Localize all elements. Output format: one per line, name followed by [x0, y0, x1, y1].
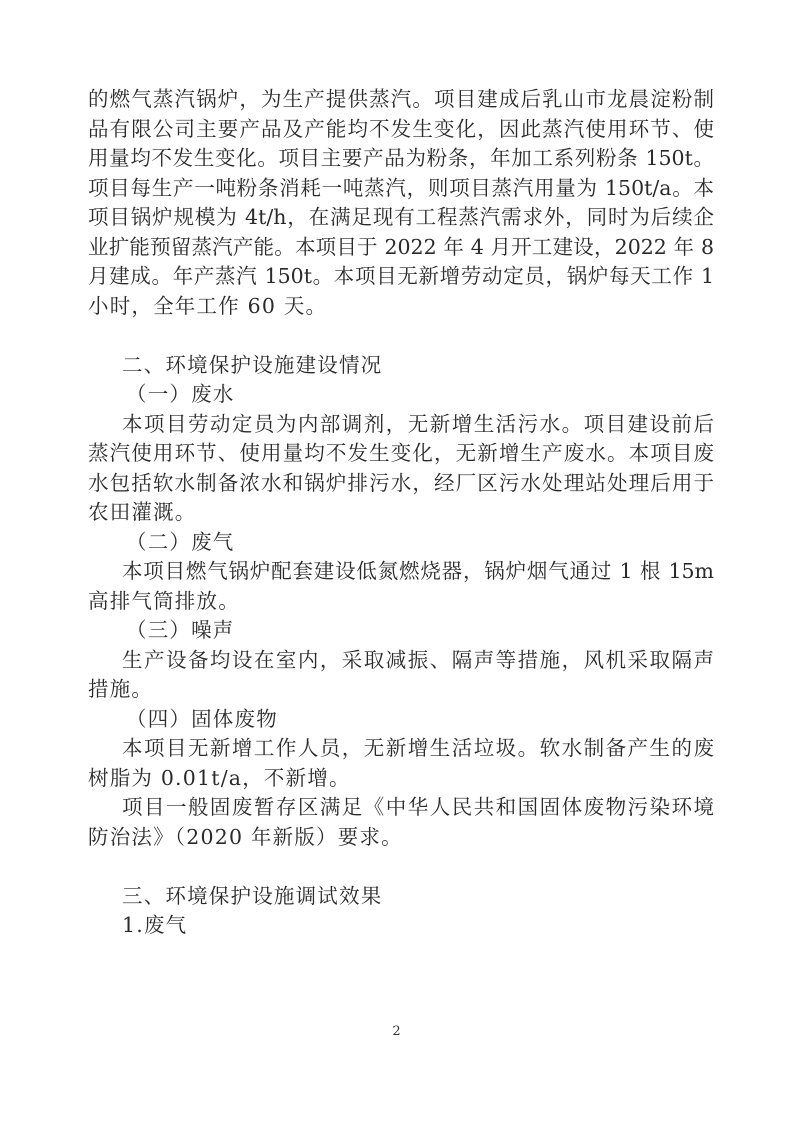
- text-line: 蒸汽使用环节、使用量均不发生变化，无新增生产废水。本项目废: [88, 441, 714, 465]
- text-line: （四）固体废物: [126, 706, 278, 731]
- text-line: 树脂为 0.01t/a，不新增。: [88, 765, 351, 790]
- text-line: 项目一般固废暂存区满足《中华人民共和国固体废物污染环境: [122, 795, 714, 819]
- text-line: 项目锅炉规模为 4t/h，在满足现有工程蒸汽需求外，同时为后续企: [88, 205, 714, 229]
- text-line: 的燃气蒸汽锅炉，为生产提供蒸汽。项目建成后乳山市龙晨淀粉制: [88, 87, 714, 111]
- text-line: 高排气筒排放。: [88, 588, 240, 613]
- text-line: 水包括软水制备浓水和锅炉排污水，经厂区污水处理站处理后用于: [88, 470, 714, 495]
- text-line: 措施。: [88, 677, 154, 701]
- text-line: 本项目劳动定员为内部调剂，无新增生活污水。项目建设前后: [122, 411, 714, 436]
- text-line: 项目每生产一吨粉条消耗一吨蒸汽，则项目蒸汽用量为 150t/a。本: [88, 175, 714, 200]
- blank-line: [88, 852, 714, 882]
- text-line: 1.废气: [122, 913, 188, 937]
- text-line: 本项目燃气锅炉配套建设低氮燃烧器，锅炉烟气通过 1 根 15m: [122, 559, 714, 583]
- text-line: 三、环境保护设施调试效果: [122, 883, 383, 908]
- text-line: （三）噪声: [126, 618, 235, 642]
- text-line: 业扩能预留蒸汽产能。本项目于 2022 年 4 月开工建设，2022 年 8: [88, 234, 714, 259]
- text-line: 小时，全年工作 60 天。: [88, 293, 328, 318]
- text-line: 二、环境保护设施建设情况: [122, 352, 383, 377]
- text-line: 本项目无新增工作人员，无新增生活垃圾。软水制备产生的废: [122, 736, 714, 760]
- text-line: 农田灌溉。: [88, 500, 197, 524]
- text-line: 品有限公司主要产品及产能均不发生变化，因此蒸汽使用环节、使: [88, 116, 714, 141]
- document-body: [88, 85, 714, 941]
- text-line: 月建成。年产蒸汽 150t。本项目无新增劳动定员，锅炉每天工作 1: [88, 264, 714, 288]
- text-line: 防治法》（2020 年新版）要求。: [88, 824, 403, 849]
- page-number: 2: [392, 1024, 401, 1039]
- text-line: 生产设备均设在室内，采取减振、隔声等措施，风机采取隔声: [122, 647, 714, 672]
- text-line: （一）废水: [126, 382, 235, 406]
- blank-line: [88, 321, 714, 351]
- text-line: （二）废气: [126, 529, 235, 554]
- text-line: 用量均不发生变化。项目主要产品为粉条，年加工系列粉条 150t。: [88, 146, 714, 170]
